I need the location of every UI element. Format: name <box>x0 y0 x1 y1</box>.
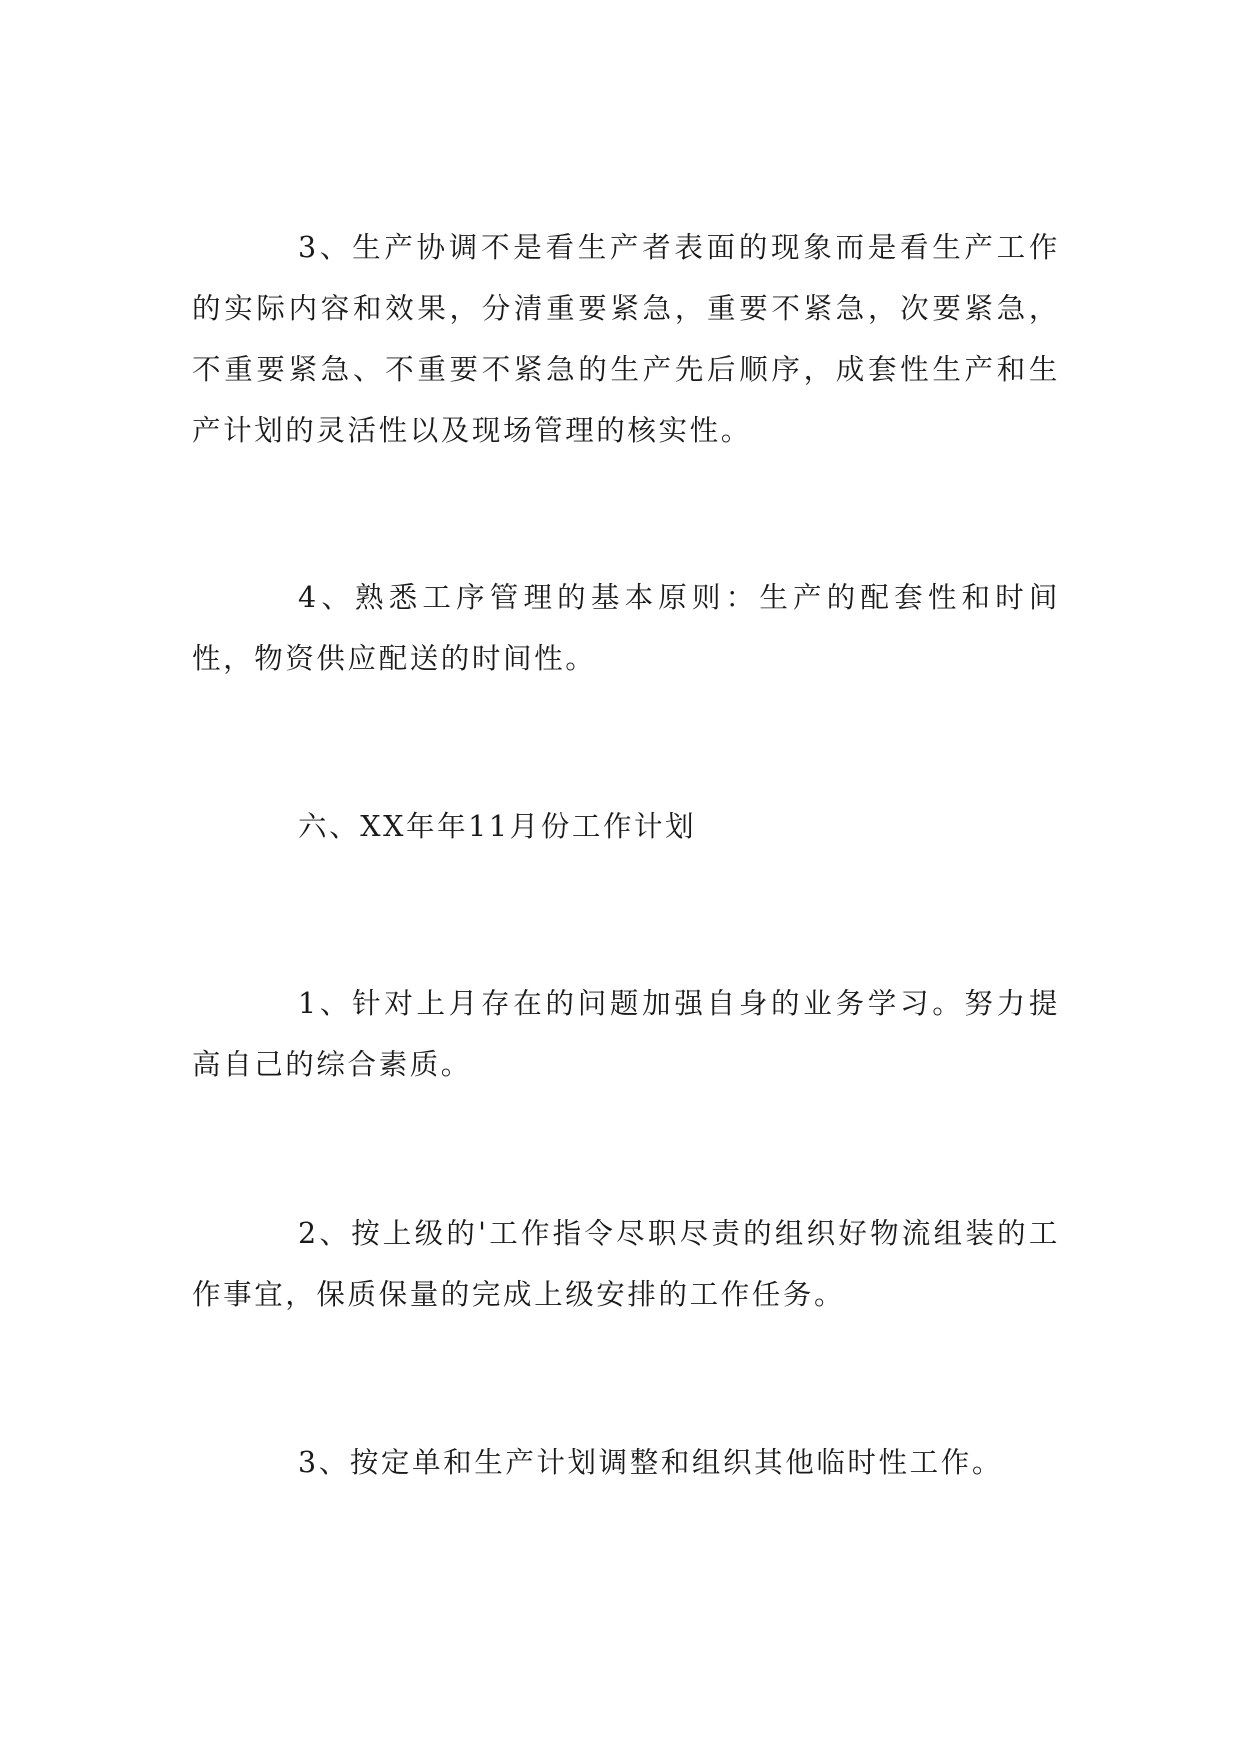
paragraph-production-coordination: 3、生产协调不是看生产者表面的现象而是看生产工作的实际内容和效果，分清重要紧急，重要不紧急，次要紧急，不重要紧急、不重要不紧急的生产先后顺序，成套性生产和生产计划的灵活性以及现场管理的核实性。 <box>192 231 1060 447</box>
section-heading-november-plan: 六、XX年年11月份工作计划 <box>298 810 697 843</box>
paragraph-plan-item-1: 1、针对上月存在的问题加强自身的业务学习。努力提高自己的综合素质。 <box>192 987 1060 1081</box>
paragraph-plan-item-3: 3、按定单和生产计划调整和组织其他临时性工作。 <box>298 1446 1003 1479</box>
paragraph-process-management: 4、熟悉工序管理的基本原则：生产的配套性和时间性，物资供应配送的时间性。 <box>192 581 1060 675</box>
paragraph-plan-item-2: 2、按上级的'工作指令尽职尽责的组织好物流组装的工作事宜，保质保量的完成上级安排的工作任务。 <box>192 1217 1060 1311</box>
